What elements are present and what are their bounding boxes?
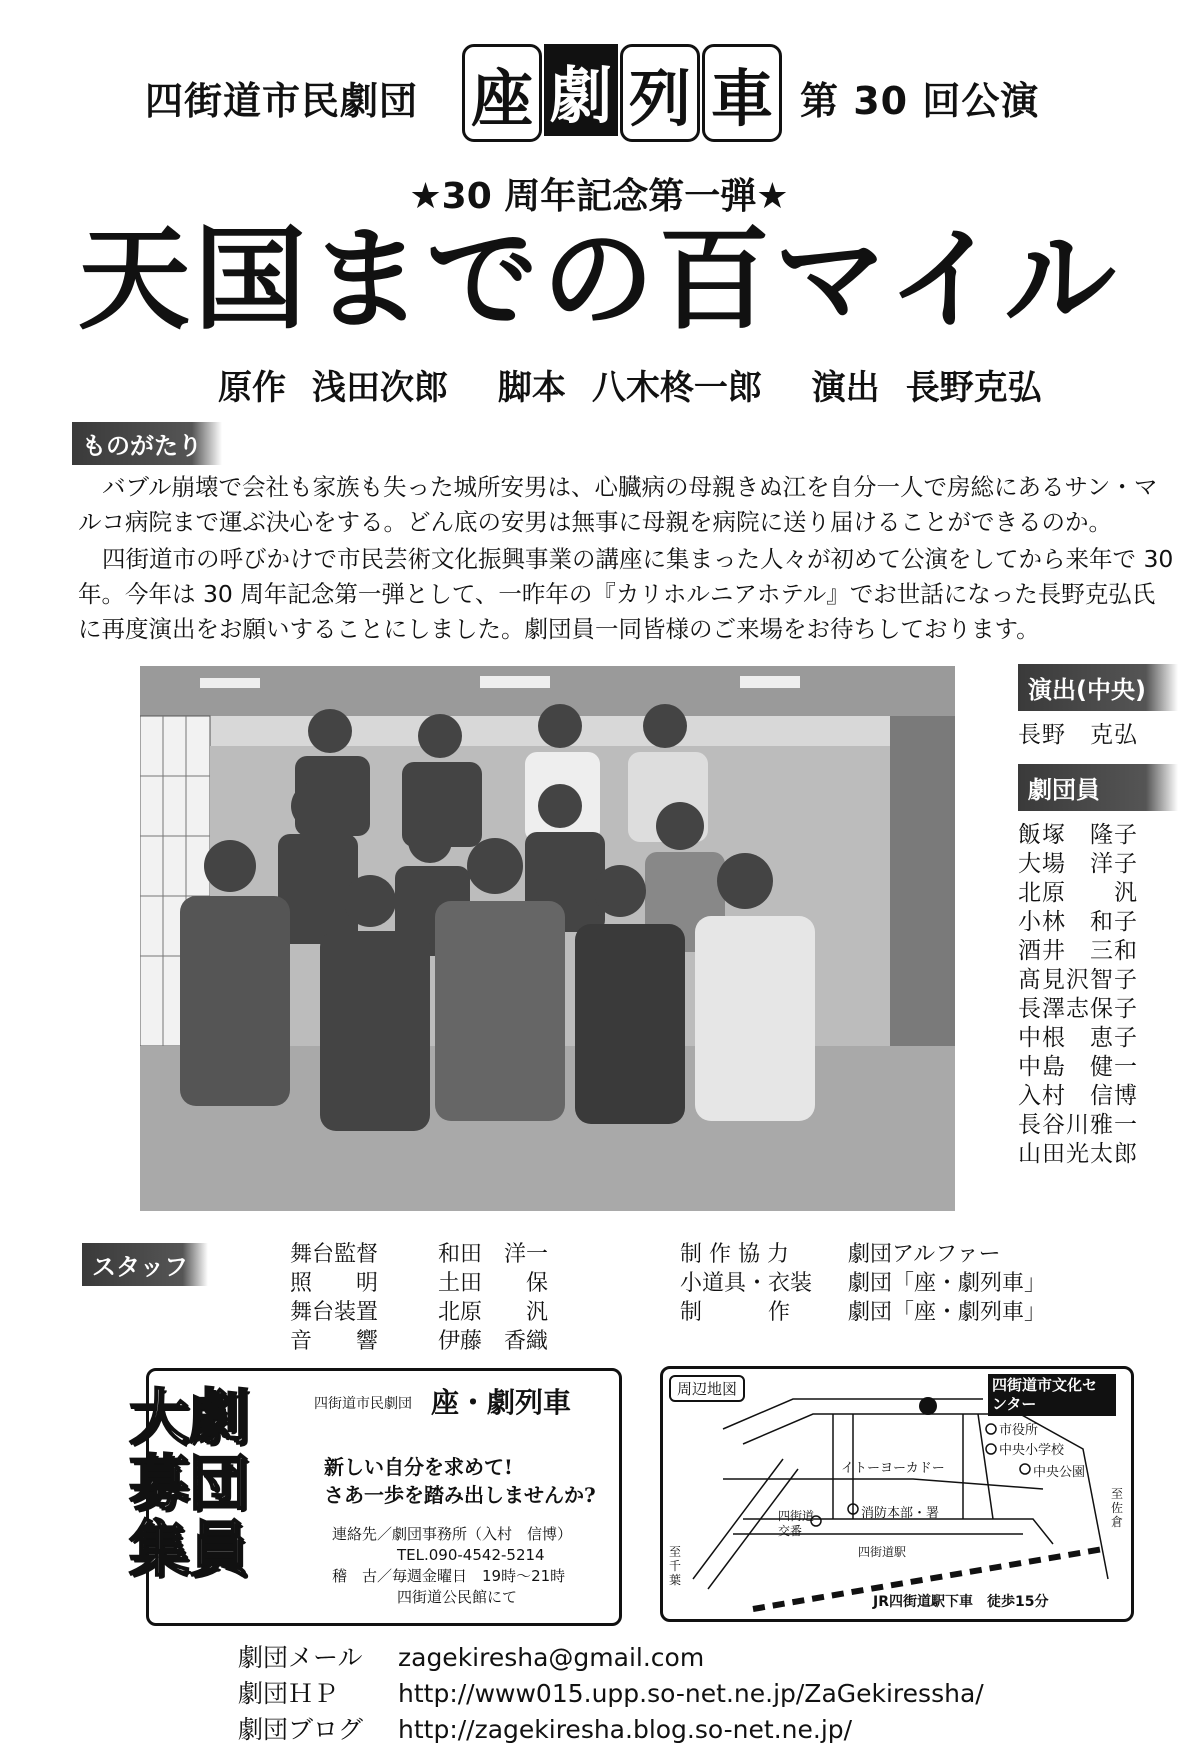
staff-role: 小道具・衣装 — [680, 1271, 813, 1296]
story-text — [78, 470, 1178, 649]
map-place: 中央小学校 — [999, 1443, 1065, 1458]
logo-char: 車 — [702, 44, 782, 142]
group-photo-illustration — [140, 666, 955, 1211]
troupe-logo — [462, 44, 782, 140]
footer-key: 劇団ＨＰ — [238, 1679, 339, 1708]
map-place: 四街道駅 — [858, 1545, 907, 1559]
credit-role: 脚本 — [497, 368, 566, 408]
footer-email[interactable]: zagekiresha@gmail.com — [398, 1643, 705, 1672]
staff-role: 舞台監督 — [290, 1242, 379, 1267]
area-map — [660, 1366, 1134, 1622]
staff-left — [290, 1240, 548, 1356]
play-title: 天国までの百マイル — [78, 215, 1120, 345]
footer-key: 劇団メール — [238, 1643, 363, 1672]
staff-role: 制 作 協 力 — [680, 1242, 789, 1267]
map-place: イトーヨーカドー — [841, 1461, 945, 1476]
recruit-headline-line: 大劇 — [129, 1383, 249, 1453]
recruit-practice: 稽 古／毎週金曜日 19時〜21時 — [332, 1567, 566, 1585]
map-direction-left: 至千葉 — [669, 1545, 682, 1587]
group-photo — [140, 666, 955, 1211]
footer-homepage-link[interactable]: http://www015.upp.so-net.ne.jp/ZaGekiressha/ — [398, 1679, 984, 1708]
credit-name: 八木柊一郎 — [591, 368, 762, 408]
staff-role: 照 明 — [290, 1271, 379, 1296]
staff-role: 音 響 — [290, 1329, 379, 1354]
recruit-group-name: 座・劇列車 — [431, 1386, 572, 1419]
recruit-catch-1: 新しい自分を求めて! — [324, 1455, 513, 1479]
credit-name: 浅田次郎 — [312, 368, 448, 408]
staff-name: 劇団「座・劇列車」 — [848, 1271, 1047, 1296]
map-place: 四街道交番 — [778, 1509, 815, 1538]
member-name: 北原 汎 — [1018, 880, 1138, 906]
cast-list — [1018, 664, 1178, 1169]
recruit-headline — [129, 1385, 249, 1583]
member-name: 中根 恵子 — [1018, 1025, 1138, 1051]
member-name: 髙見沢智子 — [1018, 967, 1138, 993]
map-label: 周辺地図 — [669, 1375, 745, 1402]
footer-key: 劇団ブログ — [238, 1715, 364, 1744]
member-name: 酒井 三和 — [1018, 938, 1138, 964]
map-access: JR四街道駅下車 徒歩15分 — [873, 1594, 1049, 1610]
staff-name: 伊藤 香織 — [438, 1329, 549, 1354]
member-name: 大場 洋子 — [1018, 851, 1138, 877]
logo-char: 列 — [620, 44, 700, 142]
staff-name: 劇団アルファー — [848, 1242, 1001, 1267]
recruit-box — [129, 1368, 622, 1626]
performance-number: 第 30 回公演 — [800, 79, 1040, 123]
map-place: 消防本部・署 — [861, 1506, 940, 1521]
credit-role: 原作 — [218, 368, 286, 408]
map-place: 中央公園 — [1033, 1465, 1086, 1480]
recruit-group-small: 四街道市民劇団 — [314, 1396, 412, 1412]
director-label: 演出(中央) — [1018, 664, 1178, 711]
map-venue: 四街道市文化センター — [988, 1374, 1116, 1416]
recruit-catch-2: さあ一歩を踏み出しませんか? — [324, 1483, 596, 1507]
story-paragraph: バブル崩壊で会社も家族も失った城所安男は、心臓病の母親きぬ江を自分一人で房総にあるサン・マルコ病院まで運ぶ決心をする。どん底の安男は無事に母親を病院に送り届けることができるのか。 — [78, 473, 1158, 536]
footer-contacts — [238, 1640, 984, 1748]
recruit-place: 四街道公民館にて — [397, 1588, 518, 1606]
map-direction-right: 至佐倉 — [1111, 1487, 1124, 1529]
staff-role: 舞台装置 — [290, 1300, 379, 1325]
anniversary-subtitle: ★30 周年記念第一弾★ — [409, 176, 789, 217]
member-name: 中島 健一 — [1018, 1054, 1138, 1080]
map-place: 市役所 — [999, 1423, 1039, 1438]
recruit-tel: TEL.090-4542-5214 — [397, 1546, 545, 1564]
footer-blog-link[interactable]: http://zagekiresha.blog.so-net.ne.jp/ — [398, 1715, 853, 1744]
staff-name: 劇団「座・劇列車」 — [848, 1300, 1047, 1325]
member-name: 小林 和子 — [1018, 909, 1138, 935]
credits — [218, 360, 1068, 409]
staff-label: スタッフ — [82, 1243, 208, 1286]
member-name: 長澤志保子 — [1018, 996, 1138, 1022]
staff-name: 北原 汎 — [438, 1300, 549, 1325]
member-name: 長谷川雅一 — [1018, 1112, 1138, 1138]
recruit-details — [332, 1524, 572, 1608]
staff-name: 土田 保 — [438, 1271, 549, 1296]
member-name: 入村 信博 — [1018, 1083, 1138, 1109]
recruit-headline-line: 集員 — [129, 1515, 249, 1585]
director-name: 長野 克弘 — [1018, 722, 1138, 748]
troupe-name: 四街道市民劇団 — [145, 79, 419, 123]
staff-name: 和田 洋一 — [438, 1242, 549, 1267]
credit-name: 長野克弘 — [905, 368, 1042, 408]
member-name: 飯塚 隆子 — [1018, 822, 1138, 848]
credit-role: 演出 — [811, 368, 880, 408]
staff-role: 制 作 — [680, 1300, 791, 1325]
recruit-headline-line: 募団 — [129, 1449, 249, 1519]
logo-char: 座 — [462, 44, 542, 142]
logo-char: 劇 — [544, 44, 618, 136]
story-label: ものがたり — [72, 422, 222, 465]
members-label: 劇団員 — [1018, 764, 1178, 811]
story-paragraph: 四街道市の呼びかけで市民芸術文化振興事業の講座に集まった人々が初めて公演をしてから来年で 30 年。今年は 30 周年記念第一弾として、一昨年の『カリホルニアホテル』でお世話になった長野克弘氏に再度演出をお願いすることにしました。劇団員一同皆様のご来場をお待ちしております。 — [78, 545, 1174, 643]
member-name: 山田光太郎 — [1018, 1141, 1138, 1167]
staff-right — [680, 1240, 1046, 1327]
recruit-contact: 連絡先／劇団事務所（入村 信博） — [332, 1525, 573, 1543]
